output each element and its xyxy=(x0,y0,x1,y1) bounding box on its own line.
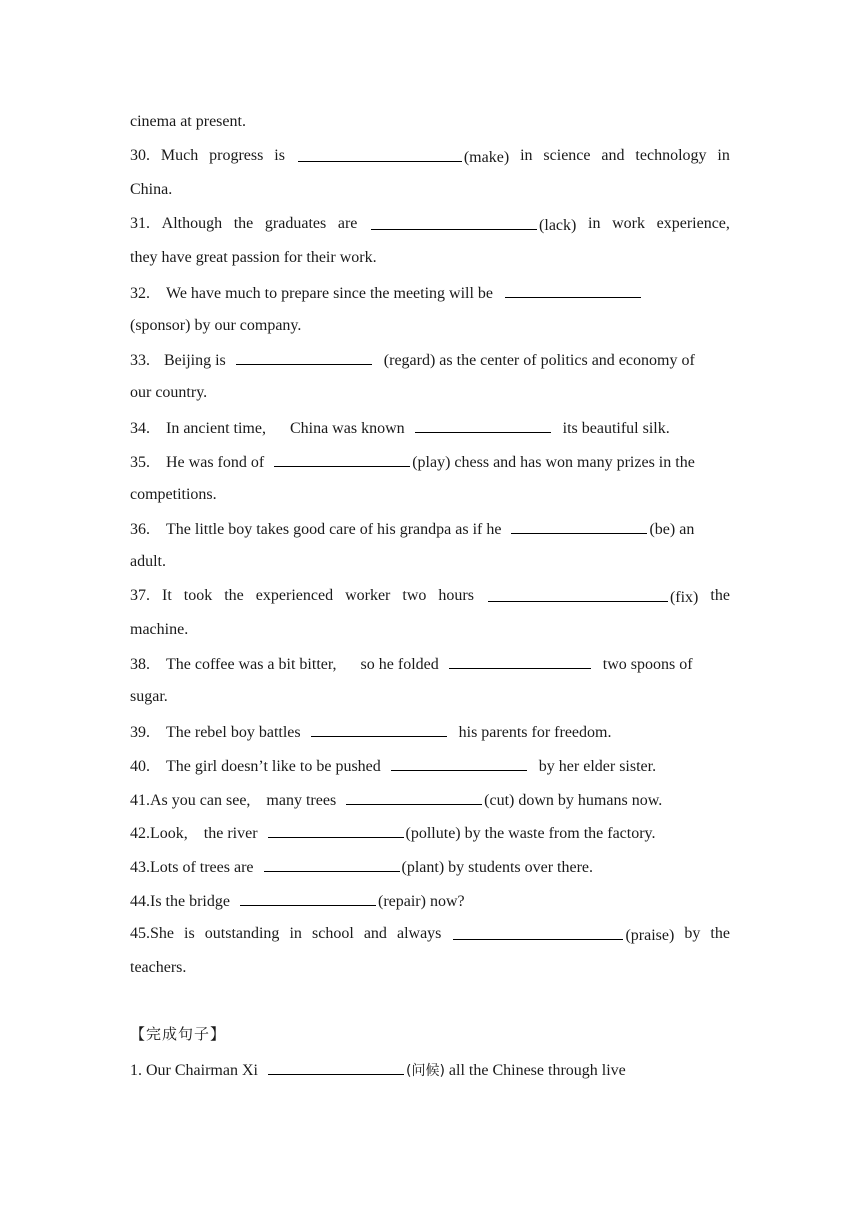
hint: (lack) xyxy=(539,217,577,234)
text: 41.As you can see, many trees xyxy=(130,792,337,809)
answer-blank[interactable] xyxy=(488,584,668,602)
word: and xyxy=(363,925,387,942)
text: 1. Our Chairman Xi xyxy=(130,1062,258,1079)
word: in xyxy=(289,925,302,942)
text: by her elder sister. xyxy=(538,758,657,775)
question-35-cont xyxy=(130,483,730,507)
word: are xyxy=(337,215,358,232)
answer-blank[interactable] xyxy=(391,753,527,771)
text: they have great passion for their work. xyxy=(130,249,377,266)
blank-group xyxy=(296,144,509,168)
question-32 xyxy=(130,280,730,304)
word: the xyxy=(710,587,730,604)
answer-blank[interactable] xyxy=(511,516,647,534)
question-40 xyxy=(130,753,730,777)
text: (cut) down by humans now. xyxy=(484,792,663,809)
q-number: 33. xyxy=(130,352,150,369)
answer-blank[interactable] xyxy=(371,212,537,230)
answer-blank[interactable] xyxy=(415,415,551,433)
text: China. xyxy=(130,181,173,198)
answer-blank[interactable] xyxy=(268,820,404,838)
answer-blank[interactable] xyxy=(264,854,400,872)
word: took xyxy=(183,587,213,604)
word: technology xyxy=(635,147,707,164)
hint: (praise) xyxy=(625,927,675,944)
word: Although xyxy=(161,215,223,232)
answer-blank[interactable] xyxy=(268,1057,404,1075)
word: in xyxy=(717,147,730,164)
question-37-cont xyxy=(130,618,730,642)
text: 42.Look, the river xyxy=(130,825,258,842)
answer-blank[interactable] xyxy=(298,144,462,162)
text: adult. xyxy=(130,553,166,570)
word: work xyxy=(612,215,645,232)
question-36-cont xyxy=(130,550,730,574)
word: experienced xyxy=(255,587,334,604)
word: is xyxy=(274,147,285,164)
question-44 xyxy=(130,888,730,912)
text: competitions. xyxy=(130,486,217,503)
answer-blank[interactable] xyxy=(346,787,482,805)
sentence-1 xyxy=(130,1057,730,1081)
answer-blank[interactable] xyxy=(311,719,447,737)
text: 43.Lots of trees are xyxy=(130,859,254,876)
word: graduates xyxy=(264,215,327,232)
blank-group xyxy=(369,212,576,236)
word: It xyxy=(162,587,172,604)
word: is xyxy=(215,352,226,369)
question-33 xyxy=(130,347,730,371)
word: and xyxy=(601,147,625,164)
text: two spoons of xyxy=(602,656,693,673)
section-heading xyxy=(130,1022,730,1046)
word: two xyxy=(402,587,427,604)
question-39 xyxy=(130,719,730,743)
answer-blank[interactable] xyxy=(240,888,376,906)
word: outstanding xyxy=(204,925,280,942)
text: machine. xyxy=(130,621,189,638)
text: (plant) by students over there. xyxy=(401,859,594,876)
text: 34. In ancient time, China was known xyxy=(130,420,405,437)
word: school xyxy=(311,925,354,942)
word: progress xyxy=(209,147,264,164)
text: 36. The little boy takes good care of his grandpa as if he xyxy=(130,521,502,538)
word: the xyxy=(224,587,244,604)
question-38-cont xyxy=(130,685,730,709)
text: (repair) now? xyxy=(377,893,465,910)
question-38 xyxy=(130,651,730,675)
answer-blank[interactable] xyxy=(505,280,641,298)
hint: (fix) xyxy=(669,589,699,606)
q-number: 37. xyxy=(130,587,150,604)
question-33-cont xyxy=(130,381,730,405)
text: (regard) as the center of politics and economy of xyxy=(383,352,695,369)
text: his parents for freedom. xyxy=(458,724,612,741)
text: our country. xyxy=(130,384,208,401)
word: is xyxy=(184,925,195,942)
question-30 xyxy=(130,144,730,168)
answer-blank[interactable] xyxy=(449,651,591,669)
question-34 xyxy=(130,415,730,439)
word: in xyxy=(520,147,533,164)
q-number: 30. xyxy=(130,147,150,164)
question-30-cont xyxy=(130,178,730,202)
question-45 xyxy=(130,922,730,946)
word: the xyxy=(233,215,254,232)
word: experience, xyxy=(656,215,730,232)
question-41 xyxy=(130,787,730,811)
text: 32. We have much to prepare since the meeting will be xyxy=(130,285,494,302)
answer-blank[interactable] xyxy=(274,449,410,467)
text: its beautiful silk. xyxy=(562,420,670,437)
question-43 xyxy=(130,854,730,878)
question-31 xyxy=(130,212,730,236)
word: the xyxy=(710,925,730,942)
hint: (问候) xyxy=(405,1063,445,1079)
text: teachers. xyxy=(130,959,187,976)
heading-text: 【完成句子】 xyxy=(130,1025,227,1043)
word: in xyxy=(588,215,601,232)
text: 38. The coffee was a bit bitter, so he folded xyxy=(130,656,439,673)
question-31-cont xyxy=(130,246,730,270)
text: (play) chess and has won many prizes in the xyxy=(412,454,695,471)
question-36 xyxy=(130,516,730,540)
answer-blank[interactable] xyxy=(236,347,372,365)
word: always xyxy=(396,925,442,942)
question-45-cont xyxy=(130,956,730,980)
word: science xyxy=(543,147,591,164)
word: 45.She xyxy=(130,925,174,942)
word: Much xyxy=(160,147,199,164)
question-35 xyxy=(130,449,730,473)
text: 35. He was fond of xyxy=(130,454,265,471)
blank-group xyxy=(451,922,674,946)
q-number: 31. xyxy=(130,215,150,232)
text: sugar. xyxy=(130,688,168,705)
question-37 xyxy=(130,584,730,608)
blank-group xyxy=(486,584,698,608)
question-42 xyxy=(130,820,730,844)
text: 39. The rebel boy battles xyxy=(130,724,301,741)
hint: (make) xyxy=(463,149,510,166)
text: cinema at present. xyxy=(130,113,246,130)
word: hours xyxy=(438,587,474,604)
text: 44.Is the bridge xyxy=(130,893,230,910)
text: (sponsor) by our company. xyxy=(130,317,302,334)
text: all the Chinese through live xyxy=(448,1062,626,1079)
word: by xyxy=(684,925,701,942)
word: worker xyxy=(345,587,391,604)
answer-blank[interactable] xyxy=(453,922,623,940)
question-32-cont xyxy=(130,314,730,338)
text: 40. The girl doesn’t like to be pushed xyxy=(130,758,381,775)
text: (be) an xyxy=(649,521,695,538)
word: Beijing xyxy=(164,352,212,369)
intro-line xyxy=(130,110,730,134)
text: (pollute) by the waste from the factory. xyxy=(405,825,656,842)
